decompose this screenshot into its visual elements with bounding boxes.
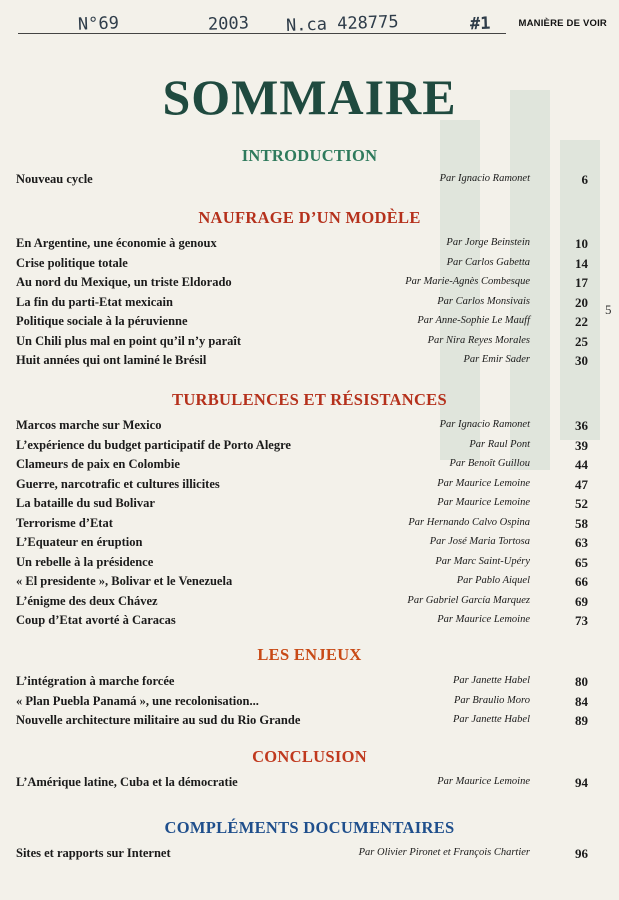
entry-title: En Argentine, une économie à genoux [16, 236, 217, 250]
entry-page: 96 [575, 846, 588, 861]
page-title: SOMMAIRE [162, 69, 457, 125]
entry-page: 30 [575, 353, 588, 368]
entry-author: Par Janette Habel [453, 714, 530, 725]
entry-title: Un rebelle à la présidence [16, 554, 154, 569]
toc-entry [0, 477, 619, 497]
entry-page: 47 [575, 476, 588, 492]
toc-entry [0, 674, 619, 694]
entry-title: Un Chili plus mal en point qu’il n’y paraît [16, 333, 242, 348]
section-heading: COMPLÉMENTS DOCUMENTAIRES [164, 818, 455, 837]
entry-title: Huit années qui ont laminé le Brésil [16, 353, 207, 367]
entry-page: 36 [575, 418, 588, 433]
entry-author: Par Nira Reyes Morales [427, 334, 530, 346]
toc-entry [0, 236, 619, 256]
entry-page: 17 [575, 275, 588, 290]
entry-author: Par Pablo Aiquel [456, 575, 530, 586]
entry-title: Guerre, narcotrafic et cultures illicites [16, 476, 220, 491]
entry-page: 63 [575, 535, 588, 550]
entries [0, 775, 619, 795]
toc-entry [0, 353, 619, 373]
toc-entry [0, 496, 619, 516]
entry-page: 25 [575, 333, 588, 349]
entries [0, 674, 619, 733]
section-enjeux [0, 645, 619, 733]
toc-entry [0, 256, 619, 276]
entry-page: 58 [575, 515, 588, 531]
toc-entry [0, 172, 619, 192]
entry-page: 20 [575, 294, 588, 310]
entry-page: 39 [575, 437, 588, 453]
entry-title: L’Equateur en éruption [16, 535, 143, 549]
entry-author: Par Hernando Calvo Ospina [408, 516, 530, 528]
toc-entry [0, 594, 619, 614]
entry-author: Par Braulio Moro [453, 694, 530, 706]
entry-page: 14 [575, 255, 588, 271]
header-rule [18, 33, 506, 34]
toc-entry [0, 516, 619, 536]
entries [0, 172, 619, 192]
entries [0, 418, 619, 633]
toc-entry [0, 275, 619, 295]
toc-entry [0, 438, 619, 458]
entry-title: Nouveau cycle [16, 172, 93, 186]
toc-entry [0, 846, 619, 866]
section-conclusion [0, 747, 619, 795]
entry-page: 52 [575, 496, 588, 511]
section-naufrage [0, 208, 619, 373]
entry-author: Par Maurice Lemoine [437, 477, 530, 489]
entry-title: Politique sociale à la péruvienne [16, 314, 188, 328]
toc-entry [0, 334, 619, 354]
entry-author: Par Maurice Lemoine [437, 497, 530, 508]
entry-title: La fin du parti-Etat mexicain [16, 294, 173, 309]
entry-author: Par Ignacio Ramonet [439, 419, 530, 430]
entry-author: Par Janette Habel [453, 675, 530, 686]
entry-author: Par Jorge Beinstein [446, 237, 530, 248]
entry-author: Par Olivier Pironet et François Chartier [358, 847, 530, 858]
section-turbulences [0, 390, 619, 633]
entry-page: 89 [575, 713, 588, 728]
entry-title: Terrorisme d’Etat [16, 515, 113, 530]
section-heading: INTRODUCTION [241, 146, 378, 165]
entry-page: 65 [575, 554, 588, 570]
section-heading: LES ENJEUX [257, 645, 362, 664]
entry-title: L’énigme des deux Chávez [16, 593, 158, 608]
handwritten-issue-number: N°69 [77, 13, 120, 35]
entry-author: Par Carlos Monsivais [437, 295, 530, 307]
toc-entry [0, 574, 619, 594]
entry-author: Par Gabriel García Marquez [407, 594, 530, 606]
entry-page: 10 [575, 236, 588, 251]
entry-title: Sites et rapports sur Internet [16, 846, 171, 860]
entry-author: Par Marie-Agnès Combesque [405, 276, 530, 287]
entry-author: Par Maurice Lemoine [437, 776, 530, 787]
entry-title: « Plan Puebla Panamá », une recolonisation... [16, 693, 259, 708]
entry-page: 22 [575, 314, 588, 329]
handwritten-mark: #1 [469, 13, 491, 35]
entry-author: Par José Maria Tortosa [429, 536, 530, 547]
toc-entry [0, 713, 619, 733]
toc-entry [0, 314, 619, 334]
entry-author: Par Carlos Gabetta [446, 256, 530, 268]
entry-author: Par Anne-Sophie Le Mauff [417, 315, 530, 326]
entry-page: 6 [581, 172, 588, 187]
entry-author: Par Marc Saint-Upéry [435, 555, 530, 567]
entry-page: 84 [575, 693, 588, 709]
entry-title: Coup d’Etat avorté à Caracas [16, 613, 176, 627]
toc-entry [0, 694, 619, 714]
entry-title: Crise politique totale [16, 255, 128, 270]
entry-page: 73 [575, 613, 588, 628]
section-heading: CONCLUSION [252, 747, 367, 766]
entry-author: Par Ignacio Ramonet [439, 173, 530, 184]
section-heading: NAUFRAGE D’UN MODÈLE [198, 208, 421, 227]
entry-title: Au nord du Mexique, un triste Eldorado [16, 275, 232, 289]
toc-entry [0, 535, 619, 555]
entries [0, 236, 619, 373]
entry-page: 94 [575, 775, 588, 790]
toc-entry [0, 457, 619, 477]
section-heading: TURBULENCES ET RÉSISTANCES [172, 390, 447, 409]
section-complements [0, 818, 619, 866]
handwritten-annotations [18, 10, 538, 40]
entry-title: La bataille du sud Bolivar [16, 496, 155, 510]
side-page-number: 5 [605, 302, 612, 317]
handwritten-year: 2003 [207, 13, 250, 35]
entry-page: 66 [575, 574, 588, 589]
entry-title: Marcos marche sur Mexico [16, 418, 162, 432]
entry-title: L’intégration à marche forcée [16, 674, 175, 688]
brand-label: MANIÈRE DE VOIR [518, 18, 607, 29]
entry-title: Clameurs de paix en Colombie [16, 457, 180, 471]
toc-entry [0, 555, 619, 575]
entry-page: 44 [575, 457, 588, 472]
entry-author: Par Raul Pont [469, 438, 530, 450]
toc-entry [0, 418, 619, 438]
entry-author: Par Emir Sader [463, 354, 530, 365]
toc-entry [0, 613, 619, 633]
entry-title: L’expérience du budget participatif de Porto Alegre [16, 437, 291, 452]
toc-entry [0, 295, 619, 315]
entries [0, 846, 619, 866]
entry-title: « El presidente », Bolivar et le Venezuela [16, 574, 233, 588]
section-introduction [0, 146, 619, 192]
entry-title: L’Amérique latine, Cuba et la démocratie [16, 775, 238, 789]
toc-entry [0, 775, 619, 795]
entry-author: Par Benoît Guillou [449, 458, 530, 469]
entry-page: 69 [575, 593, 588, 609]
entry-author: Par Maurice Lemoine [437, 614, 530, 625]
handwritten-catalog-number: N.ca 428775 [285, 12, 399, 36]
entry-page: 80 [575, 674, 588, 689]
entry-title: Nouvelle architecture militaire au sud du Rio Grande [16, 713, 301, 727]
